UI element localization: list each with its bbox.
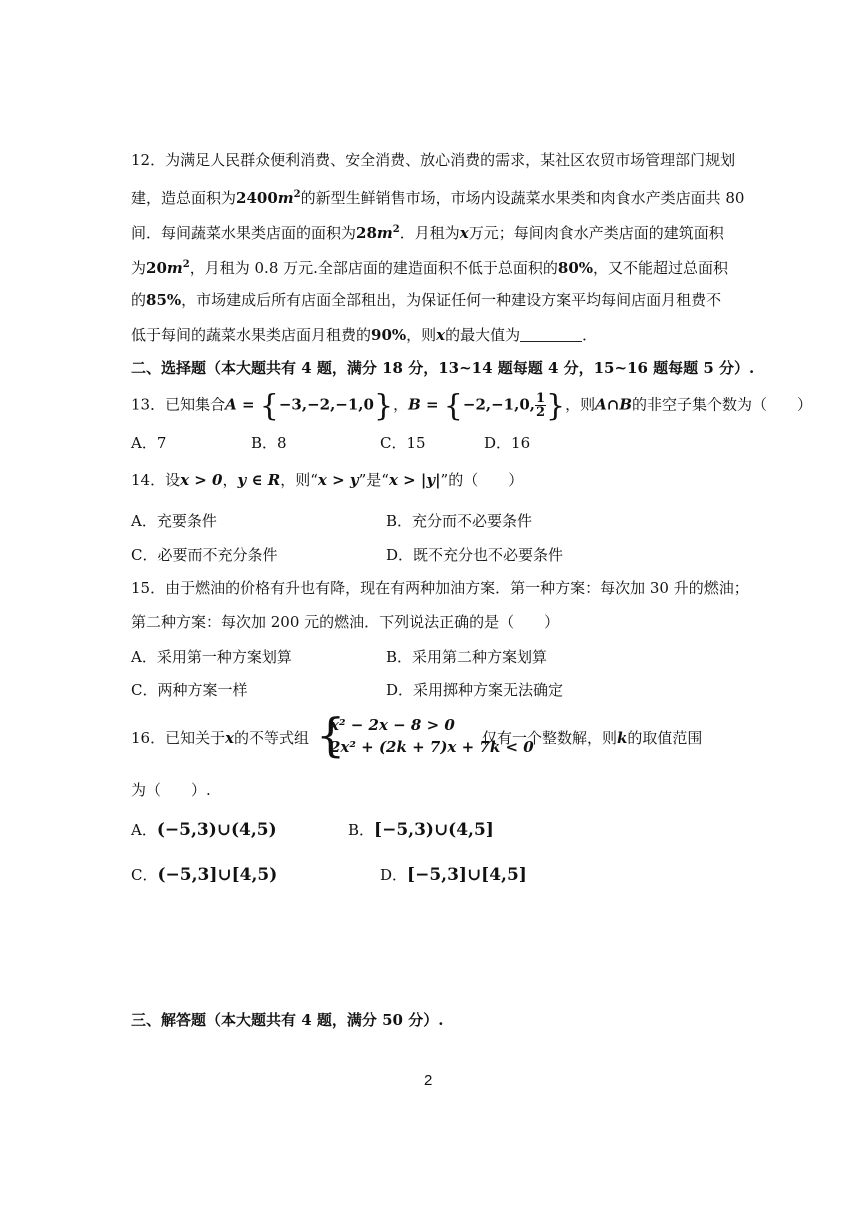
q14-stem: [131, 470, 523, 490]
q12-area-unit: m: [166, 259, 183, 277]
q16-option-a[interactable]: [131, 820, 277, 840]
section-2-heading: 二、选择题（本大题共有 4 题，满分 18 分，13~14 题每题 4 分，15~16 题每题 5 分）.: [131, 359, 755, 377]
q12-area-exp: 2: [182, 259, 190, 270]
q12-text: ，月租为 0.8 万元.全部店面的建造面积不低于总面积的: [189, 259, 558, 277]
q13-option-a[interactable]: A．7: [131, 434, 167, 452]
q16-text: 的不等式组: [234, 729, 310, 747]
q12-text: 的最大值为: [445, 326, 521, 344]
option-expression: (−5,3]∪[4,5): [157, 865, 278, 885]
option-label: C．: [131, 866, 158, 884]
q14-statement: x > |y|: [388, 471, 441, 489]
option-label: A．: [131, 821, 157, 839]
inequality-2: 2x² + (2k + 7)x + 7k < 0: [330, 738, 534, 756]
q14-condition: y ∈ R: [237, 471, 281, 489]
section-3-heading: 三、解答题（本大题共有 4 题，满分 50 分）.: [131, 1011, 444, 1029]
q12-area-exp: 2: [293, 189, 301, 200]
q13-option-c[interactable]: C．15: [380, 434, 426, 452]
set-b-name: B: [408, 395, 421, 414]
q13-stem: 13．已知集合A = {−3,−2,−1,0}，B = {−2,−1,0, $\frac{1}{2}$ }，则A∩B的非空子集个数为（ ）: [131, 388, 813, 424]
q12-line2: [131, 185, 744, 208]
q14-text: ，: [222, 471, 238, 489]
q16-line2: 为（ ）.: [131, 781, 211, 799]
q15-line1: 15．由于燃油的价格有升也有降，现在有两种加油方案．第一种方案：每次加 30 升的燃油；: [131, 579, 749, 597]
q12-percent: 90%: [371, 326, 407, 344]
inequality-1: x² − 2x − 8 > 0: [330, 716, 455, 734]
set-a-elements: −3,−2,−1,0: [278, 395, 374, 414]
q12-text: 间．每间蔬菜水果类店面的面积为: [131, 224, 357, 242]
q13-text: ，: [393, 395, 409, 414]
q13-text: 13．已知集合: [131, 395, 226, 414]
q12-text: 的新型生鲜销售市场，市场内设蔬菜水果类和肉食水产类店面共 80: [300, 189, 745, 207]
q12-line5: [131, 290, 721, 310]
q14-statement: x > y: [317, 471, 359, 489]
q12-line3: [131, 220, 724, 243]
fraction: $\frac{1}{2}$: [536, 391, 546, 420]
q12-text: ．: [582, 326, 598, 344]
set-a-name: A: [225, 395, 237, 414]
page-number: 2: [424, 1072, 433, 1089]
set-intersection: A∩B: [595, 395, 633, 414]
q12-text: 的: [131, 291, 147, 309]
answer-blank[interactable]: [520, 327, 582, 342]
q16-option-b[interactable]: [348, 820, 494, 840]
q15-option-a[interactable]: A．采用第一种方案划算: [131, 648, 292, 666]
q15-option-b[interactable]: B．采用第二种方案划算: [386, 648, 548, 666]
q14-text: ”是“: [358, 471, 389, 489]
q12-percent: 80%: [557, 259, 594, 277]
q14-text: 14．设: [131, 471, 181, 489]
q13-option-d[interactable]: D．16: [484, 434, 531, 452]
q12-line4: [131, 255, 728, 278]
option-expression: [−5,3)∪(4,5]: [374, 820, 494, 840]
q12-text: 万元；每间肉食水产类店面的建筑面积: [468, 224, 724, 242]
q16-stem-left: [131, 728, 309, 748]
q12-area-exp: 2: [392, 224, 400, 235]
q16-text: 的取值范围: [627, 729, 703, 747]
q15-option-d[interactable]: D．采用掷种方案无法确定: [386, 681, 564, 699]
q12-variable-x: x: [436, 326, 446, 344]
q14-text: ，则“: [280, 471, 318, 489]
q12-line6: [131, 325, 597, 345]
q14-option-a[interactable]: A．充要条件: [131, 512, 217, 530]
q16-option-d[interactable]: [380, 865, 527, 885]
q15-option-c[interactable]: C．两种方案一样: [131, 681, 248, 699]
option-label: D．: [380, 866, 408, 884]
q13-text: 的非空子集个数为（ ）: [632, 395, 813, 414]
q14-option-d[interactable]: D．既不充分也不必要条件: [386, 546, 564, 564]
q12-area-value: 20: [146, 259, 167, 277]
q12-area-value: 28: [356, 224, 377, 242]
q12-text: 建，造总面积为: [131, 189, 237, 207]
q14-option-c[interactable]: C．必要而不充分条件: [131, 546, 278, 564]
q12-percent: 85%: [146, 291, 182, 309]
q14-option-b[interactable]: B．充分而不必要条件: [386, 512, 533, 530]
q12-area-unit: m: [376, 224, 393, 242]
q16-text: 仅有一个整数解，则: [482, 729, 618, 747]
q12-text: 低于每间的蔬菜水果类店面月租费的: [131, 326, 372, 344]
option-label: B．: [348, 821, 375, 839]
q12-area-unit: m: [277, 189, 294, 207]
option-expression: (−5,3)∪(4,5): [156, 820, 277, 840]
q12-text: 为: [131, 259, 147, 277]
set-b-elements: −2,−1,0,: [462, 395, 535, 414]
q15-line2: 第二种方案：每次加 200 元的燃油．下列说法正确的是（ ）: [131, 613, 560, 631]
system-brace: {: [316, 708, 346, 762]
q12-text: ．月租为: [399, 224, 460, 242]
q12-variable-x: x: [459, 224, 469, 242]
q14-text: ”的（ ）: [440, 471, 524, 489]
q12-text: ，市场建成后所有店面全部租出，为保证任何一种建设方案平均每间店面月租费不: [181, 291, 722, 309]
q12-text: ，则: [406, 326, 437, 344]
q16-text: 16．已知关于: [131, 729, 226, 747]
q16-option-c[interactable]: [131, 865, 277, 885]
q12-text: ，又不能超过总面积: [593, 259, 729, 277]
q16-stem-right: [482, 728, 702, 748]
q12-area-value: 2400: [236, 189, 278, 207]
q14-condition: x > 0: [180, 471, 223, 489]
q16-variable-x: x: [225, 729, 235, 747]
option-expression: [−5,3]∪[4,5]: [407, 865, 527, 885]
q13-option-b[interactable]: B．8: [251, 434, 287, 452]
q13-text: ，则: [565, 395, 596, 414]
q16-variable-k: k: [617, 729, 628, 747]
q12-line1: 12．为满足人民群众便利消费、安全消费、放心消费的需求，某社区农贸市场管理部门规划: [131, 151, 736, 169]
